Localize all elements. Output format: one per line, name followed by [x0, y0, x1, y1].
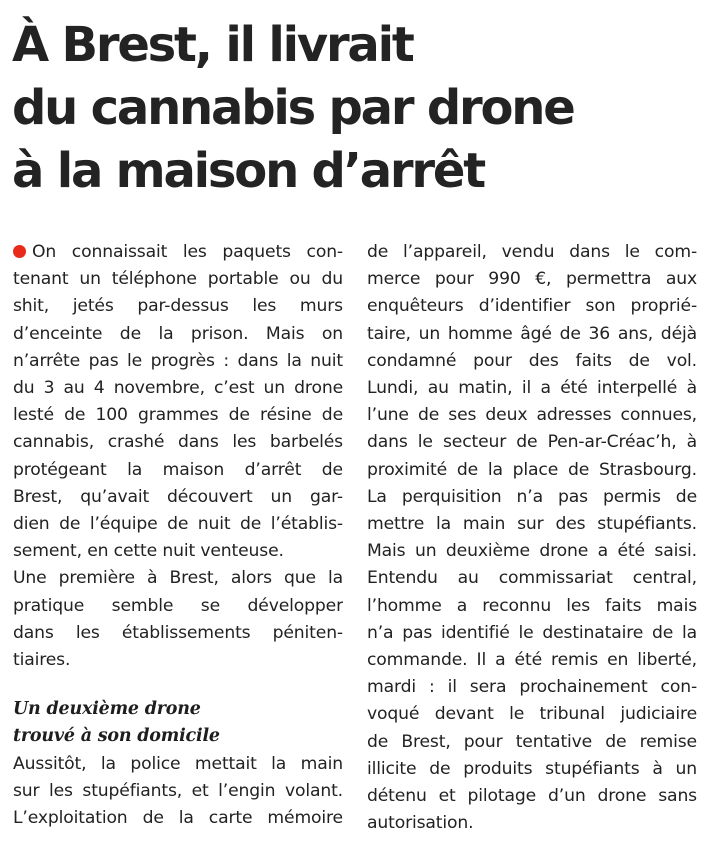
text-line: du 3 au 4 novembre, c’est un drone	[13, 378, 343, 399]
text-line: L’exploitation de la carte mémoire	[13, 808, 343, 829]
headline	[12, 14, 702, 203]
text-line: détenu et pilotage d’un drone sans	[367, 786, 697, 807]
spacer	[13, 674, 343, 696]
subheading-line: trouvé à son domicile	[13, 726, 220, 747]
text-line: sur les stupéfiants, et l’engin volant.	[13, 780, 343, 801]
subheading-line: Un deuxième drone	[13, 699, 201, 720]
text-line: La perquisition n’a pas permis de	[367, 486, 697, 507]
text-line: de Brest, pour tentative de remise	[367, 731, 697, 752]
left-column	[13, 239, 343, 832]
text-line: proximité de la place de Strasbourg.	[367, 459, 697, 480]
text-line: Aussitôt, la police mettait la main	[13, 753, 343, 774]
text-line: Lundi, au matin, il a été interpellé à	[367, 378, 697, 399]
headline-line: À Brest, il livrait	[12, 17, 413, 73]
text-line: pratique semble se développer	[13, 595, 343, 616]
text-line: enquêteurs d’identifier son proprié-	[367, 296, 697, 317]
text-line: n’a pas identifié le destinataire de la	[367, 622, 697, 643]
right-column	[367, 239, 697, 837]
text-line: dans le secteur de Pen-ar-Créac’h, à	[367, 432, 697, 453]
text-line: autorisation.	[367, 813, 474, 834]
text-line: d’enceinte de la prison. Mais on	[13, 323, 343, 344]
text-line: l’une de ses deux adresses connues,	[367, 405, 697, 426]
red-bullet-icon	[13, 245, 26, 258]
text-line: merce pour 990 €, permettra aux	[367, 269, 697, 290]
text-line: tenant un téléphone portable ou du	[13, 269, 343, 290]
text-line: mettre la main sur des stupéfiants.	[367, 514, 697, 535]
text-line: dien de l’équipe de nuit de l’établis-	[13, 514, 343, 535]
paragraph-context	[13, 565, 343, 674]
text-line: protégeant la maison d’arrêt de	[13, 459, 343, 480]
paragraph-police	[13, 751, 343, 833]
text-line: condamné pour des faits de vol.	[367, 350, 697, 371]
text-line: On connaissait les paquets con-	[32, 242, 343, 262]
headline-line: à la maison d’arrêt	[12, 143, 484, 199]
text-line: l’homme a reconnu les faits mais	[367, 595, 697, 616]
text-line: commande. Il a été remis en liberté,	[367, 650, 697, 671]
text-line: Brest, qu’avait découvert un gar-	[13, 486, 343, 507]
text-line: sement, en cette nuit venteuse.	[13, 541, 284, 562]
text-line: voqué devant le tribunal judiciaire	[367, 704, 697, 725]
text-line: Une première à Brest, alors que la	[13, 568, 343, 589]
text-line: taire, un homme âgé de 36 ans, déjà	[367, 323, 697, 344]
text-line: shit, jetés par-dessus les murs	[13, 296, 343, 317]
text-line: Mais un deuxième drone a été saisi.	[367, 541, 697, 562]
text-line: dans les établissements péniten-	[13, 622, 343, 643]
paragraph-intro	[13, 239, 343, 565]
text-line: illicite de produits stupéfiants à un	[367, 758, 697, 779]
text-line: cannabis, crashé dans les barbelés	[13, 432, 343, 453]
text-line: lesté de 100 grammes de résine de	[13, 405, 343, 426]
subheading	[13, 696, 343, 750]
text-line: Entendu au commissariat central,	[367, 568, 697, 589]
headline-line: du cannabis par drone	[12, 80, 574, 136]
text-line: mardi : il sera prochainement con-	[367, 677, 697, 698]
text-line: de l’appareil, vendu dans le com-	[367, 242, 697, 262]
text-line: n’arrête pas le progrès : dans la nuit	[13, 350, 343, 371]
text-line: tiaires.	[13, 650, 71, 671]
